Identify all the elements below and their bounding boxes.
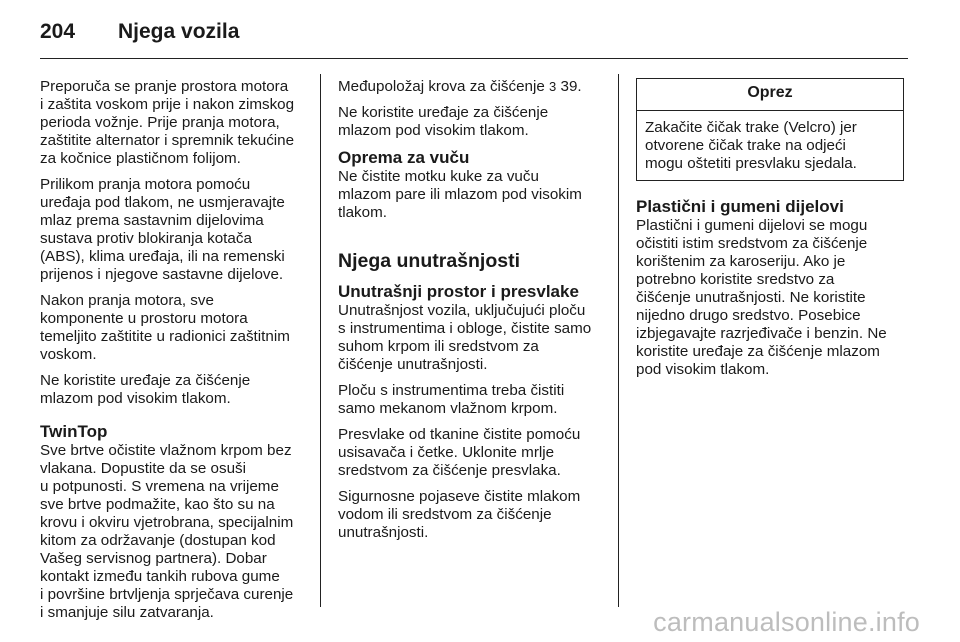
text-line: Zakačite čičak trake (Velcro) jer <box>645 119 857 136</box>
paragraph <box>636 217 904 379</box>
text-line: za kočnice plastičnom folijom. <box>40 150 241 167</box>
text-line: prijenos i njegove sastavne dijelove. <box>40 266 284 283</box>
text-line: Ne koristite uređaje za čišćenje <box>40 372 251 389</box>
text-line: izbjegavajte razrjeđivače i benzin. Ne <box>636 325 887 342</box>
text-line: mlazom pod visokim tlakom. <box>338 122 529 139</box>
paragraph <box>338 426 603 480</box>
section-heading-upholstery: Unutrašnji prostor i presvlake <box>338 282 579 301</box>
paragraph <box>40 442 305 622</box>
text-line: čišćenje unutrašnjosti. Ne koristite <box>636 289 866 306</box>
text-line: vodom ili sredstvom za čišćenje <box>338 506 552 523</box>
text-line: Sigurnosne pojaseve čistite mlakom <box>338 488 581 505</box>
text-line: potrebno koristite sredstvo za <box>636 271 835 288</box>
column-divider-1 <box>320 74 321 607</box>
paragraph <box>338 488 603 542</box>
text-line: čišćenje unutrašnjosti. <box>338 356 488 373</box>
text-line: Nakon pranja motora, sve <box>40 292 214 309</box>
section-heading-twintop: TwinTop <box>40 422 108 441</box>
text-line: mogu oštetiti presvlaku sjedala. <box>645 155 857 172</box>
text-line: u potpunosti. S vremena na vrijeme <box>40 478 279 495</box>
text-line: tlakom. <box>338 204 387 221</box>
caution-title: Oprez <box>747 84 793 101</box>
text-line: perioda vožnje. Prije pranja motora, <box>40 114 280 131</box>
text-line: zaštitite alternator i spremnik tekućine <box>40 132 295 149</box>
text-line: sustava protiv blokiranja kotača <box>40 230 252 247</box>
section-heading-plastic-rubber: Plastični i gumeni dijelovi <box>636 197 844 216</box>
text-line: usisavača i četke. Uklonite mrlje <box>338 444 555 461</box>
page-reference[interactable]: 39. <box>556 78 582 95</box>
paragraph <box>338 168 603 222</box>
text-line: nijedno drugo sredstvo. Posebice <box>636 307 861 324</box>
text-line: pod visokim tlakom. <box>636 361 770 378</box>
paragraph <box>338 104 603 140</box>
text-line: voskom. <box>40 346 97 363</box>
paragraph-roof-position <box>338 78 603 96</box>
text-line: Preporuča se pranje prostora motora <box>40 78 289 95</box>
page-reference-arrow-icon: 3 <box>549 79 557 94</box>
text-line: i zaštita voskom prije i nakon zimskog <box>40 96 295 113</box>
text-line: Prilikom pranja motora pomoću <box>40 176 251 193</box>
paragraph <box>40 292 305 364</box>
watermark: carmanualsonline.info <box>653 607 920 637</box>
paragraph <box>338 302 603 374</box>
text-line: Vašeg servisnog partnera). Dobar <box>40 550 267 567</box>
text-line: Ne čistite motku kuke za vuču <box>338 168 539 185</box>
text-line: krovu i okviru vjetrobrana, specijalnim <box>40 514 294 531</box>
text-line: vlakana. Dopustite da se osuši <box>40 460 246 477</box>
column-1 <box>40 78 305 630</box>
text-line: korištenim za karoseriju. Ako je <box>636 253 846 270</box>
paragraph <box>338 382 603 418</box>
column-divider-2 <box>618 74 619 607</box>
paragraph <box>40 372 305 408</box>
text-line: samo mekanom vlažnom krpom. <box>338 400 558 417</box>
text-line: kontakt između tankih rubova gume <box>40 568 280 585</box>
text-line: Plastični i gumeni dijelovi se mogu <box>636 217 868 234</box>
section-heading-interior-care: Njega unutrašnjosti <box>338 250 521 272</box>
text-line: Sve brtve očistite vlažnom krpom bez <box>40 442 292 459</box>
text-line: uređaja pod tlakom, ne usmjeravajte <box>40 194 285 211</box>
page-title: Njega vozila <box>118 20 240 43</box>
paragraph <box>40 78 305 168</box>
text-line: unutrašnjosti. <box>338 524 429 541</box>
header-rule <box>40 58 908 59</box>
column-2 <box>338 78 603 550</box>
column-3 <box>636 78 904 387</box>
text-line: i površine brtvljenja sprječava curenje <box>40 586 294 603</box>
text-line: komponente u prostoru motora <box>40 310 248 327</box>
text-line: suhom krpom ili sredstvom za <box>338 338 539 355</box>
caution-text <box>637 111 903 180</box>
text-line: Unutrašnjost vozila, uključujući ploču <box>338 302 586 319</box>
text-line: mlazom pare ili mlazom pod visokim <box>338 186 582 203</box>
text-line: temeljito zaštitite u radionici zaštitnim <box>40 328 290 345</box>
text-line: sve brtve podmažite, kao što su na <box>40 496 275 513</box>
text-line: i smanjuje silu zatvaranja. <box>40 604 214 621</box>
text-line: Ne koristite uređaje za čišćenje <box>338 104 549 121</box>
page-header <box>40 14 239 50</box>
text-line: mlaz prema sastavnim dijelovima <box>40 212 264 229</box>
roof-position-text: Međupoložaj krova za čišćenje <box>338 78 550 95</box>
text-line: Ploču s instrumentima treba čistiti <box>338 382 565 399</box>
page-number: 204 <box>40 20 76 43</box>
section-heading-towbar: Oprema za vuču <box>338 148 470 167</box>
text-line: očistiti istim sredstvom za čišćenje <box>636 235 868 252</box>
text-line: (ABS), klima uređaja, ili na remenski <box>40 248 285 265</box>
text-line: Presvlake od tkanine čistite pomoću <box>338 426 581 443</box>
text-line: s instrumentima i obloge, čistite samo <box>338 320 592 337</box>
paragraph <box>40 176 305 284</box>
caution-box <box>636 78 904 181</box>
text-line: koristite uređaje za čišćenje mlazom <box>636 343 880 360</box>
text-line: kitom za održavanje (dostupan kod <box>40 532 276 549</box>
text-line: mlazom pod visokim tlakom. <box>40 390 231 407</box>
text-line: sredstvom za čišćenje presvlaka. <box>338 462 561 479</box>
text-line: otvorene čičak trake na odjeći <box>645 137 846 154</box>
